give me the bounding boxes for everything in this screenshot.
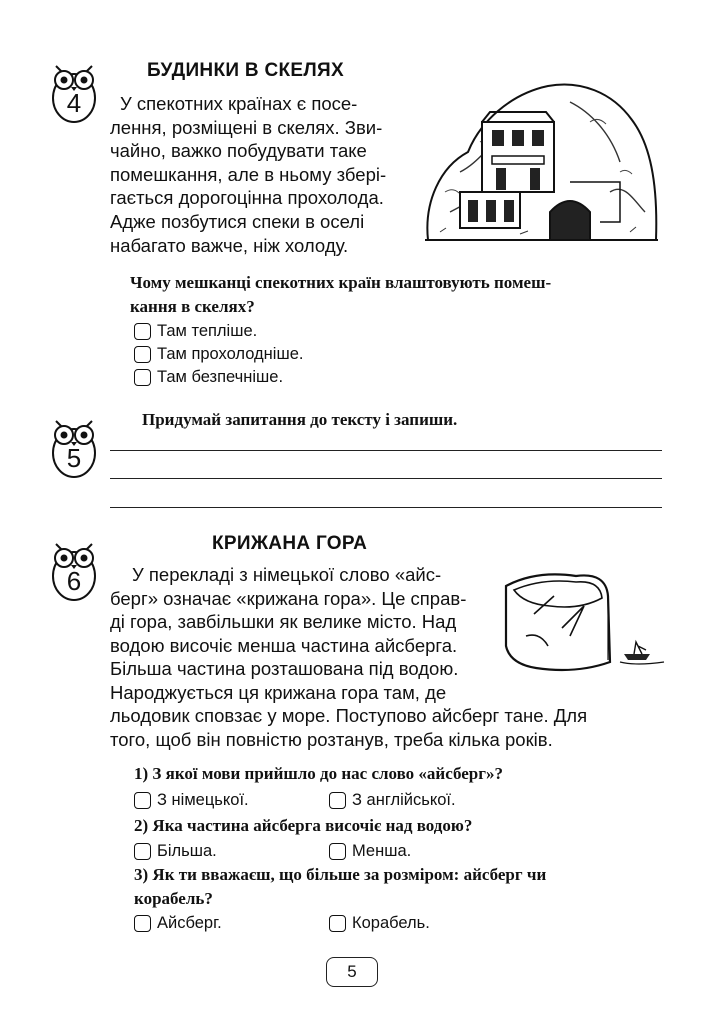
task6-q1-option-1[interactable] — [134, 791, 249, 810]
checkbox[interactable] — [134, 843, 151, 860]
task6-title: КРИЖАНА ГОРА — [212, 533, 368, 554]
task6-q2-option-2[interactable] — [329, 842, 411, 861]
option-label: Корабель. — [352, 914, 430, 932]
question-line: 3) Як ти вважаєш, що більше за розміром: айсберг чи — [134, 865, 547, 884]
task4-text — [110, 92, 406, 257]
option-label: З англійської. — [352, 791, 456, 809]
task6-text — [110, 563, 482, 705]
iceberg-illustration — [496, 566, 668, 682]
owl-badge-4-icon — [50, 60, 98, 124]
task6-q1-option-2[interactable] — [329, 791, 456, 810]
task4-option-3[interactable] — [134, 368, 283, 387]
task4-option-1[interactable] — [134, 322, 257, 341]
task4-option-2[interactable] — [134, 345, 303, 364]
task6-text-wide — [110, 704, 662, 751]
option-label: Більша. — [157, 842, 217, 860]
option-label: Айсберг. — [157, 914, 222, 932]
text-line: набагато важче, ніж холоду. — [110, 234, 349, 256]
text-line: У перекладі з німецької слово «айс- — [132, 564, 442, 585]
text-line: льодовик сповзає у море. Поступово айсберг тане. Для — [110, 705, 588, 726]
task-number-5: 5 — [66, 443, 82, 473]
text-line: берг» означає «крижана гора». Це справ- — [110, 587, 467, 609]
task-number-6: 6 — [66, 566, 82, 596]
checkbox[interactable] — [329, 915, 346, 932]
task6-q2-option-1[interactable] — [134, 842, 217, 861]
text-line: Більша частина розташована під водою. — [110, 658, 459, 680]
task6-q2: 2) Яка частина айсберга височіє над водою? — [134, 816, 473, 835]
question-line: корабель? — [134, 889, 213, 908]
option-label: Там тепліше. — [157, 322, 258, 340]
checkbox[interactable] — [134, 915, 151, 932]
task6-q3 — [134, 863, 546, 911]
text-line: Адже позбутися спеки в оселі — [110, 210, 365, 232]
option-label: Менша. — [352, 842, 412, 860]
text-line: лення, розміщені в скелях. Зви- — [110, 116, 383, 138]
text-line: У спекотних країнах є посе- — [120, 93, 358, 114]
owl-badge-6-icon — [50, 538, 98, 602]
task4-question — [130, 271, 551, 319]
task5-prompt: Придумай запитання до тексту і запиши. — [142, 410, 458, 429]
task6-q1: 1) З якої мови прийшло до нас слово «айсберг»? — [134, 764, 503, 783]
task6-q3-option-1[interactable] — [134, 914, 222, 933]
question-line: Чому мешканці спекотних країн влаштовують помеш- — [130, 273, 552, 292]
option-label: З німецької. — [157, 791, 249, 809]
task6-q3-option-2[interactable] — [329, 914, 430, 933]
option-label: Там безпечніше. — [157, 368, 284, 386]
rock-dwelling-illustration — [420, 72, 662, 248]
task4-title: БУДИНКИ В СКЕЛЯХ — [147, 60, 344, 81]
text-line: Народжується ця крижана гора там, де — [110, 681, 447, 703]
text-line: ді гора, завбільшки як велике місто. Над — [110, 611, 457, 633]
text-line: чайно, важко побудувати таке — [110, 140, 367, 162]
checkbox[interactable] — [329, 843, 346, 860]
checkbox[interactable] — [134, 323, 151, 340]
page-number: 5 — [326, 957, 378, 987]
task-number-4: 4 — [66, 88, 82, 118]
text-line: помешкання, але в ньому збері- — [110, 163, 387, 185]
answer-line-2[interactable] — [110, 478, 662, 479]
checkbox[interactable] — [134, 792, 151, 809]
answer-line-1[interactable] — [110, 450, 662, 451]
checkbox[interactable] — [134, 369, 151, 386]
checkbox[interactable] — [329, 792, 346, 809]
option-label: Там прохолодніше. — [157, 345, 304, 363]
question-line: кання в скелях? — [130, 297, 255, 316]
owl-badge-5-icon — [50, 415, 98, 479]
answer-line-3[interactable] — [110, 507, 662, 508]
text-line: водою височіє менша частина айсберга. — [110, 634, 458, 656]
text-line: того, щоб він повністю розтанув, треба кілька років. — [110, 728, 553, 750]
checkbox[interactable] — [134, 346, 151, 363]
text-line: гається дорогоцінна прохолода. — [110, 187, 384, 209]
